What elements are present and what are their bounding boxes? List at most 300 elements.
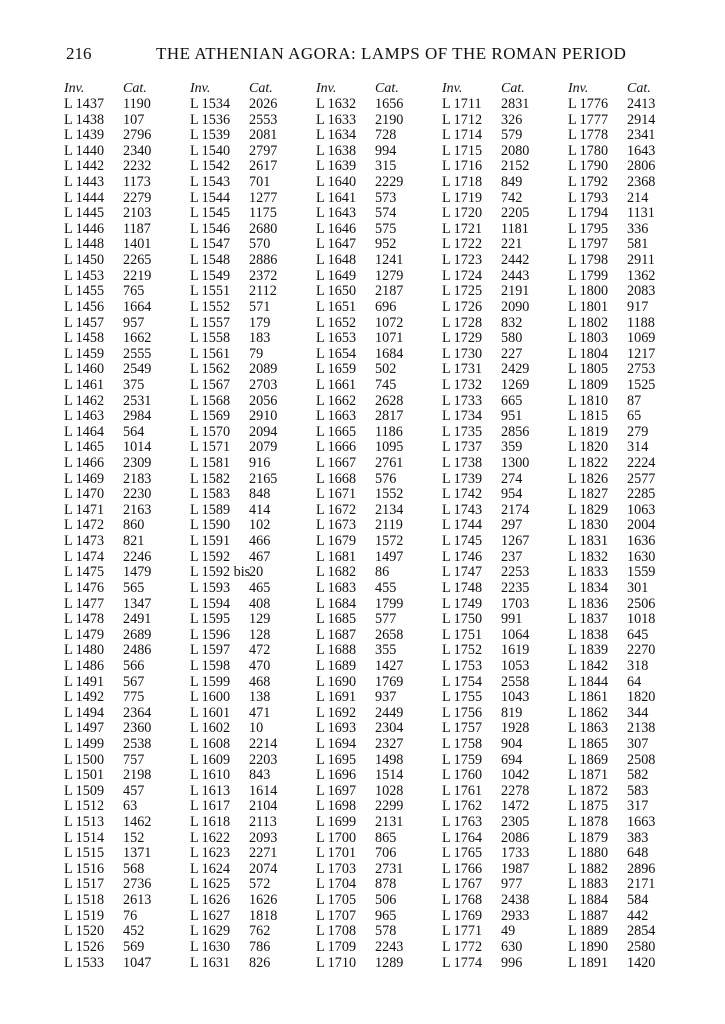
catalogue-number: 307 xyxy=(627,735,649,752)
index-row xyxy=(64,300,190,316)
catalogue-number: 1028 xyxy=(375,782,404,799)
inventory-number: L 1648 xyxy=(316,252,357,269)
catalogue-number: 326 xyxy=(501,111,523,128)
catalogue-number: 315 xyxy=(375,158,397,175)
inventory-number: L 1757 xyxy=(442,720,483,737)
catalogue-number: 2549 xyxy=(123,361,152,378)
index-row xyxy=(64,331,190,347)
inventory-number: L 1652 xyxy=(316,314,357,331)
catalogue-number: 1630 xyxy=(627,548,656,565)
inventory-number: L 1701 xyxy=(316,845,357,862)
catalogue-number: 1175 xyxy=(249,205,277,222)
index-row xyxy=(568,113,694,129)
catalogue-number: 2230 xyxy=(123,486,152,503)
catalogue-number: 1525 xyxy=(627,376,656,393)
catalogue-number: 991 xyxy=(501,611,523,628)
catalogue-number: 742 xyxy=(501,189,523,206)
index-row xyxy=(316,331,442,347)
inventory-number: L 1457 xyxy=(64,314,105,331)
index-row xyxy=(316,909,442,925)
index-row xyxy=(190,956,316,972)
catalogue-number: 2232 xyxy=(123,158,152,175)
index-row xyxy=(64,612,190,628)
index-row xyxy=(190,347,316,363)
catalogue-number: 1043 xyxy=(501,689,530,706)
inventory-number: L 1753 xyxy=(442,657,483,674)
inventory-number: L 1557 xyxy=(190,314,231,331)
index-row xyxy=(568,893,694,909)
index-row xyxy=(64,628,190,644)
inventory-number: L 1724 xyxy=(442,267,483,284)
inventory-number: L 1755 xyxy=(442,689,483,706)
inventory-number: L 1453 xyxy=(64,267,105,284)
catalogue-number: 957 xyxy=(123,314,145,331)
index-row xyxy=(64,893,190,909)
inventory-number: L 1697 xyxy=(316,782,357,799)
inventory-number: L 1459 xyxy=(64,345,105,362)
catalogue-number: 1047 xyxy=(123,954,152,971)
index-row xyxy=(316,721,442,737)
inventory-number: L 1798 xyxy=(568,252,609,269)
inventory-number: L 1437 xyxy=(64,96,105,112)
index-row xyxy=(190,815,316,831)
index-row xyxy=(190,518,316,534)
index-row xyxy=(568,472,694,488)
inventory-number: L 1765 xyxy=(442,845,483,862)
catalogue-number: 1188 xyxy=(627,314,655,331)
inventory-number: L 1862 xyxy=(568,704,609,721)
inventory-number: L 1871 xyxy=(568,767,609,784)
index-row xyxy=(442,784,568,800)
index-row xyxy=(64,206,190,222)
inv-header: Inv. xyxy=(190,81,211,96)
inventory-number: L 1694 xyxy=(316,735,357,752)
index-row xyxy=(190,628,316,644)
inventory-number: L 1659 xyxy=(316,361,357,378)
catalogue-number: 2183 xyxy=(123,470,152,487)
inventory-number: L 1509 xyxy=(64,782,105,799)
index-row xyxy=(442,628,568,644)
inventory-number: L 1601 xyxy=(190,704,231,721)
inventory-number: L 1746 xyxy=(442,548,483,565)
catalogue-number: 2174 xyxy=(501,501,530,518)
catalogue-number: 694 xyxy=(501,751,523,768)
inventory-number: L 1464 xyxy=(64,423,105,440)
inventory-number: L 1651 xyxy=(316,298,357,315)
inventory-number: L 1450 xyxy=(64,252,105,269)
inventory-number: L 1593 xyxy=(190,579,231,596)
index-row xyxy=(316,144,442,160)
index-row xyxy=(190,159,316,175)
index-row xyxy=(190,690,316,706)
index-row xyxy=(442,612,568,628)
index-row xyxy=(442,175,568,191)
catalogue-number: 1427 xyxy=(375,657,404,674)
inventory-number: L 1832 xyxy=(568,548,609,565)
index-row xyxy=(190,269,316,285)
index-row xyxy=(568,877,694,893)
inventory-number: L 1596 xyxy=(190,626,231,643)
catalogue-number: 696 xyxy=(375,298,397,315)
catalogue-number: 2131 xyxy=(375,814,404,831)
index-row xyxy=(442,440,568,456)
cat-header: Cat. xyxy=(249,81,273,96)
catalogue-number: 49 xyxy=(501,923,516,940)
catalogue-number: 2736 xyxy=(123,876,152,893)
index-row xyxy=(568,737,694,753)
catalogue-number: 2134 xyxy=(375,501,404,518)
catalogue-number: 648 xyxy=(627,845,649,862)
index-row xyxy=(316,877,442,893)
index-row xyxy=(442,456,568,472)
index-row xyxy=(568,612,694,628)
inventory-number: L 1735 xyxy=(442,423,483,440)
index-row xyxy=(64,753,190,769)
inventory-number: L 1673 xyxy=(316,517,357,534)
catalogue-number: 937 xyxy=(375,689,397,706)
inventory-number: L 1695 xyxy=(316,751,357,768)
index-row xyxy=(316,956,442,972)
catalogue-number: 2896 xyxy=(627,860,656,877)
catalogue-number: 977 xyxy=(501,876,523,893)
inventory-number: L 1650 xyxy=(316,283,357,300)
index-row xyxy=(442,721,568,737)
catalogue-number: 1636 xyxy=(627,533,656,550)
inventory-number: L 1795 xyxy=(568,220,609,237)
inventory-number: L 1834 xyxy=(568,579,609,596)
index-row xyxy=(190,300,316,316)
index-row xyxy=(190,378,316,394)
catalogue-number: 79 xyxy=(249,345,264,362)
index-row xyxy=(568,768,694,784)
index-row xyxy=(442,113,568,129)
inventory-number: L 1478 xyxy=(64,611,105,628)
index-row xyxy=(190,550,316,566)
index-row xyxy=(568,269,694,285)
inventory-number: L 1562 xyxy=(190,361,231,378)
catalogue-number: 1552 xyxy=(375,486,404,503)
index-row xyxy=(64,784,190,800)
inventory-number: L 1602 xyxy=(190,720,231,737)
catalogue-number: 2491 xyxy=(123,611,152,628)
catalogue-number: 1559 xyxy=(627,564,656,581)
index-row xyxy=(64,581,190,597)
inventory-number: L 1882 xyxy=(568,860,609,877)
index-row xyxy=(190,222,316,238)
inventory-number: L 1693 xyxy=(316,720,357,737)
catalogue-number: 2253 xyxy=(501,564,530,581)
index-row xyxy=(442,362,568,378)
inventory-number: L 1465 xyxy=(64,439,105,456)
index-row xyxy=(316,597,442,613)
catalogue-number: 2243 xyxy=(375,938,404,955)
inventory-number: L 1751 xyxy=(442,626,483,643)
catalogue-number: 301 xyxy=(627,579,649,596)
catalogue-number: 227 xyxy=(501,345,523,362)
cat-header: Cat. xyxy=(627,81,651,96)
index-row xyxy=(568,487,694,503)
index-row xyxy=(568,831,694,847)
catalogue-number: 10 xyxy=(249,720,264,737)
catalogue-number: 1300 xyxy=(501,455,530,472)
index-row xyxy=(64,316,190,332)
inventory-number: L 1486 xyxy=(64,657,105,674)
inventory-number: L 1558 xyxy=(190,330,231,347)
catalogue-number: 965 xyxy=(375,907,397,924)
catalogue-number: 1663 xyxy=(627,814,656,831)
inventory-number: L 1732 xyxy=(442,376,483,393)
catalogue-number: 1928 xyxy=(501,720,530,737)
index-row xyxy=(442,97,568,113)
index-row xyxy=(568,440,694,456)
catalogue-number: 179 xyxy=(249,314,271,331)
inventory-number: L 1598 xyxy=(190,657,231,674)
inventory-number: L 1708 xyxy=(316,923,357,940)
index-row xyxy=(316,737,442,753)
index-row xyxy=(316,659,442,675)
catalogue-number: 2026 xyxy=(249,96,278,112)
catalogue-number: 630 xyxy=(501,938,523,955)
inventory-number: L 1624 xyxy=(190,860,231,877)
catalogue-number: 2341 xyxy=(627,127,656,144)
cat-header: Cat. xyxy=(375,81,399,96)
index-row xyxy=(568,456,694,472)
index-row xyxy=(64,472,190,488)
column-header xyxy=(568,81,694,97)
catalogue-number: 2203 xyxy=(249,751,278,768)
inventory-number: L 1571 xyxy=(190,439,231,456)
index-row xyxy=(568,721,694,737)
inventory-number: L 1513 xyxy=(64,814,105,831)
inventory-number: L 1809 xyxy=(568,376,609,393)
inventory-number: L 1448 xyxy=(64,236,105,253)
index-row xyxy=(568,799,694,815)
inventory-number: L 1766 xyxy=(442,860,483,877)
index-row xyxy=(64,253,190,269)
catalogue-number: 2817 xyxy=(375,408,404,425)
catalogue-number: 1095 xyxy=(375,439,404,456)
inventory-number: L 1723 xyxy=(442,252,483,269)
inventory-number: L 1583 xyxy=(190,486,231,503)
catalogue-number: 63 xyxy=(123,798,138,815)
catalogue-number: 573 xyxy=(375,189,397,206)
catalogue-number: 86 xyxy=(375,564,390,581)
inventory-number: L 1829 xyxy=(568,501,609,518)
index-row xyxy=(568,862,694,878)
inventory-number: L 1718 xyxy=(442,174,483,191)
inventory-number: L 1890 xyxy=(568,938,609,955)
catalogue-number: 843 xyxy=(249,767,271,784)
index-row xyxy=(64,440,190,456)
inventory-number: L 1639 xyxy=(316,158,357,175)
inventory-number: L 1747 xyxy=(442,564,483,581)
catalogue-number: 564 xyxy=(123,423,145,440)
cat-header: Cat. xyxy=(501,81,525,96)
inventory-number: L 1692 xyxy=(316,704,357,721)
catalogue-number: 2340 xyxy=(123,142,152,159)
inventory-number: L 1771 xyxy=(442,923,483,940)
inventory-number: L 1595 xyxy=(190,611,231,628)
catalogue-number: 580 xyxy=(501,330,523,347)
catalogue-number: 878 xyxy=(375,876,397,893)
catalogue-number: 1217 xyxy=(627,345,656,362)
index-row xyxy=(568,191,694,207)
index-row xyxy=(64,721,190,737)
inventory-number: L 1526 xyxy=(64,938,105,955)
catalogue-number: 2413 xyxy=(627,96,656,112)
catalogue-number: 2449 xyxy=(375,704,404,721)
catalogue-number: 408 xyxy=(249,595,271,612)
catalogue-number: 786 xyxy=(249,938,271,955)
inventory-number: L 1758 xyxy=(442,735,483,752)
inventory-number: L 1827 xyxy=(568,486,609,503)
inventory-number: L 1540 xyxy=(190,142,231,159)
index-row xyxy=(64,737,190,753)
index-row xyxy=(568,362,694,378)
catalogue-number: 951 xyxy=(501,408,523,425)
inventory-number: L 1569 xyxy=(190,408,231,425)
catalogue-number: 578 xyxy=(375,923,397,940)
catalogue-number: 214 xyxy=(627,189,649,206)
catalogue-number: 1572 xyxy=(375,533,404,550)
index-row xyxy=(316,581,442,597)
inventory-number: L 1520 xyxy=(64,923,105,940)
inventory-number: L 1803 xyxy=(568,330,609,347)
inventory-number: L 1792 xyxy=(568,174,609,191)
catalogue-number: 1684 xyxy=(375,345,404,362)
index-row xyxy=(190,831,316,847)
index-row xyxy=(64,394,190,410)
inventory-number: L 1734 xyxy=(442,408,483,425)
index-row xyxy=(442,191,568,207)
index-row xyxy=(316,206,442,222)
inventory-number: L 1518 xyxy=(64,892,105,909)
index-row xyxy=(316,378,442,394)
catalogue-number: 1279 xyxy=(375,267,404,284)
catalogue-number: 2113 xyxy=(249,814,277,831)
index-row xyxy=(568,581,694,597)
catalogue-number: 1042 xyxy=(501,767,530,784)
inventory-number: L 1793 xyxy=(568,189,609,206)
catalogue-number: 317 xyxy=(627,798,649,815)
inventory-number: L 1861 xyxy=(568,689,609,706)
catalogue-number: 506 xyxy=(375,892,397,909)
catalogue-number: 221 xyxy=(501,236,523,253)
index-row xyxy=(568,550,694,566)
index-row xyxy=(442,862,568,878)
inventory-number: L 1810 xyxy=(568,392,609,409)
index-row xyxy=(190,362,316,378)
index-row xyxy=(190,753,316,769)
inventory-number: L 1654 xyxy=(316,345,357,362)
index-row xyxy=(568,206,694,222)
index-row xyxy=(64,144,190,160)
index-row xyxy=(442,472,568,488)
inventory-number: L 1691 xyxy=(316,689,357,706)
inventory-number: L 1759 xyxy=(442,751,483,768)
index-row xyxy=(442,534,568,550)
inventory-number: L 1833 xyxy=(568,564,609,581)
catalogue-number: 568 xyxy=(123,860,145,877)
index-row xyxy=(316,472,442,488)
catalogue-number: 579 xyxy=(501,127,523,144)
catalogue-number: 765 xyxy=(123,283,145,300)
inventory-number: L 1748 xyxy=(442,579,483,596)
inventory-number: L 1699 xyxy=(316,814,357,831)
catalogue-number: 1190 xyxy=(123,96,151,112)
index-row xyxy=(442,815,568,831)
catalogue-number: 2103 xyxy=(123,205,152,222)
index-row xyxy=(442,831,568,847)
index-row xyxy=(568,253,694,269)
inventory-number: L 1610 xyxy=(190,767,231,784)
inventory-number: L 1519 xyxy=(64,907,105,924)
index-row xyxy=(190,237,316,253)
inventory-number: L 1709 xyxy=(316,938,357,955)
catalogue-number: 2797 xyxy=(249,142,278,159)
catalogue-number: 762 xyxy=(249,923,271,940)
index-row xyxy=(442,316,568,332)
catalogue-number: 2580 xyxy=(627,938,656,955)
catalogue-number: 904 xyxy=(501,735,523,752)
index-row xyxy=(568,690,694,706)
catalogue-number: 2577 xyxy=(627,470,656,487)
inventory-number: L 1689 xyxy=(316,657,357,674)
catalogue-number: 916 xyxy=(249,455,271,472)
index-row xyxy=(442,331,568,347)
index-row xyxy=(64,113,190,129)
inventory-number: L 1630 xyxy=(190,938,231,955)
catalogue-number: 1987 xyxy=(501,860,530,877)
catalogue-number: 577 xyxy=(375,611,397,628)
index-row xyxy=(64,425,190,441)
inventory-number: L 1869 xyxy=(568,751,609,768)
catalogue-number: 359 xyxy=(501,439,523,456)
catalogue-number: 2190 xyxy=(375,111,404,128)
inventory-number: L 1440 xyxy=(64,142,105,159)
index-row xyxy=(442,956,568,972)
inventory-number: L 1609 xyxy=(190,751,231,768)
index-row xyxy=(316,191,442,207)
index-row xyxy=(316,612,442,628)
catalogue-number: 2761 xyxy=(375,455,404,472)
inventory-number: L 1879 xyxy=(568,829,609,846)
inv-header: Inv. xyxy=(442,81,463,96)
index-row xyxy=(442,503,568,519)
index-row xyxy=(568,144,694,160)
catalogue-number: 1063 xyxy=(627,501,656,518)
index-row xyxy=(568,347,694,363)
catalogue-number: 76 xyxy=(123,907,138,924)
catalogue-number: 1187 xyxy=(123,220,151,237)
inventory-number: L 1891 xyxy=(568,954,609,971)
inventory-number: L 1455 xyxy=(64,283,105,300)
inventory-number: L 1720 xyxy=(442,205,483,222)
index-column-1 xyxy=(64,81,190,971)
catalogue-number: 128 xyxy=(249,626,271,643)
catalogue-number: 2081 xyxy=(249,127,278,144)
inventory-number: L 1710 xyxy=(316,954,357,971)
catalogue-number: 1173 xyxy=(123,174,151,191)
inventory-number: L 1744 xyxy=(442,517,483,534)
index-row xyxy=(64,643,190,659)
inventory-number: L 1592 bis xyxy=(190,564,251,581)
index-row xyxy=(568,956,694,972)
inventory-number: L 1661 xyxy=(316,376,357,393)
catalogue-number: 565 xyxy=(123,579,145,596)
catalogue-number: 2086 xyxy=(501,829,530,846)
inventory-number: L 1707 xyxy=(316,907,357,924)
